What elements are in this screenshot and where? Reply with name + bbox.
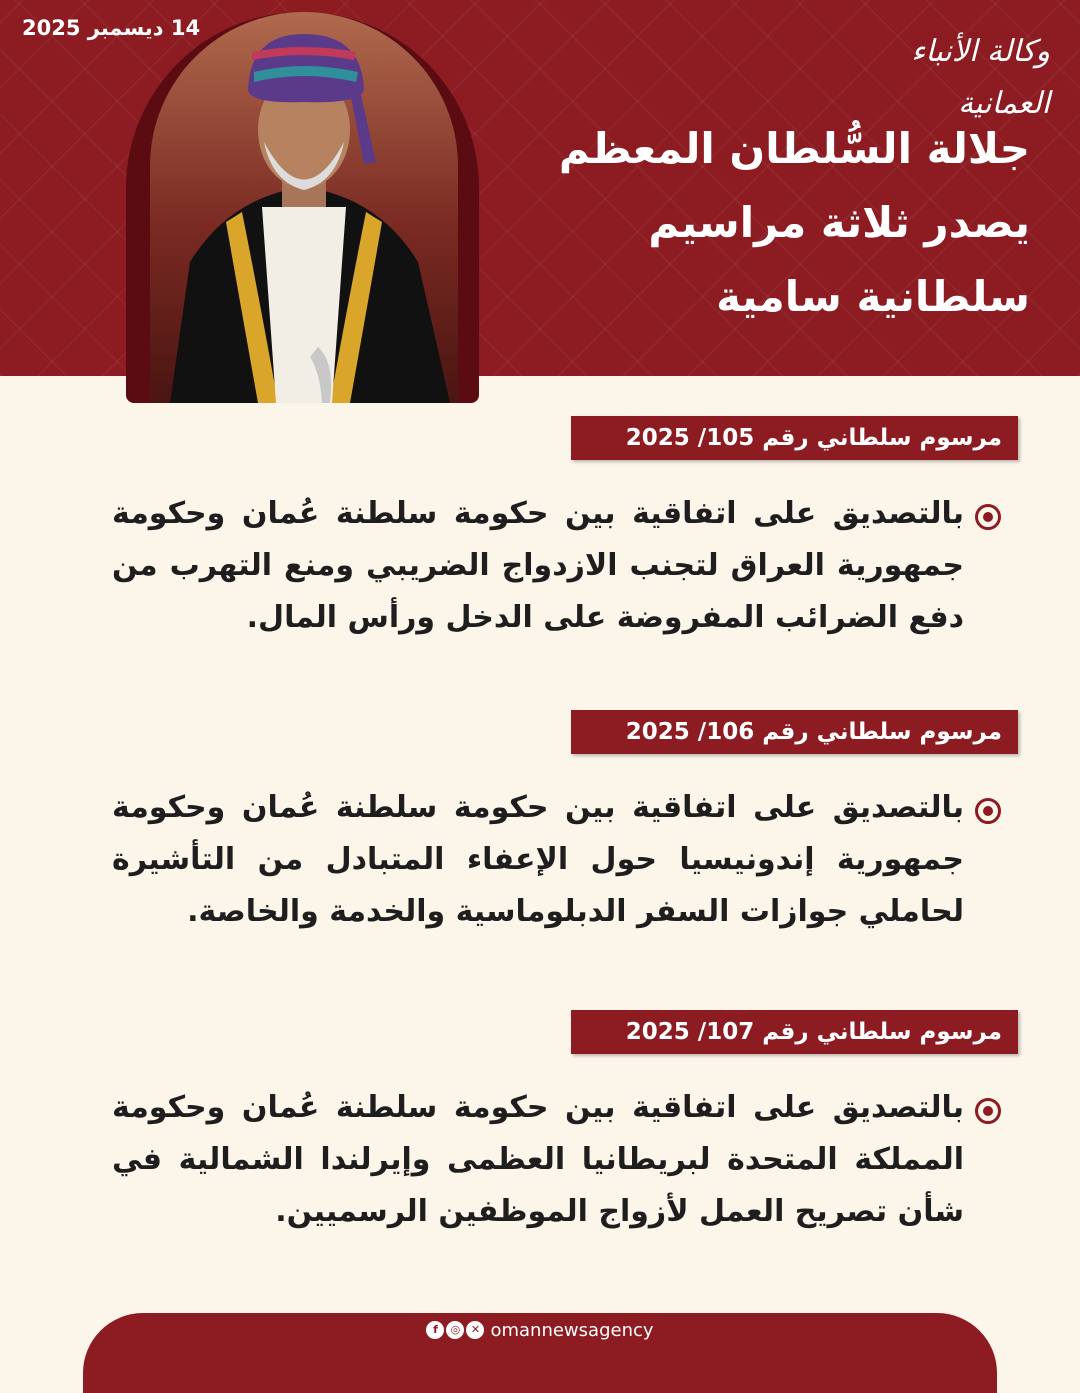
bullet-icon [975,1098,1001,1124]
decree-label-106: مرسوم سلطاني رقم 106/ 2025 [571,710,1018,754]
decree-text-105: بالتصديق على اتفاقية بين حكومة سلطنة عُمان وحكومة جمهورية العراق لتجنب الازدواج الضريبي ومنع التهرب من دفع الضرائب المفروضة على الدخل ورأس المال. [112,496,964,635]
headline-line-2: يصدر ثلاثة مراسيم [648,198,1030,247]
footer-bar [83,1313,997,1393]
sultan-portrait [150,12,458,403]
facebook-icon[interactable]: f [426,1321,444,1339]
bullet-icon [975,504,1001,530]
social-handle[interactable]: omannewsagency [490,1319,654,1341]
decree-text-106: بالتصديق على اتفاقية بين حكومة سلطنة عُمان وحكومة جمهورية إندونيسيا حول الإعفاء المتبادل من التأشيرة لحاملي جوازات السفر الدبلوماسية والخدمة والخاصة. [112,790,964,929]
bullet-icon [975,798,1001,824]
headline-line-1: جلالة السُّلطان المعظم [558,124,1030,173]
instagram-icon[interactable]: ◎ [446,1321,464,1339]
decree-label-105: مرسوم سلطاني رقم 105/ 2025 [571,416,1018,460]
headline-line-3: سلطانية سامية [716,272,1030,321]
decree-label-107: مرسوم سلطاني رقم 107/ 2025 [571,1010,1018,1054]
footer-social-row [83,1319,997,1341]
headline [470,112,1030,334]
x-icon[interactable]: ✕ [466,1321,484,1339]
date-label: 14 ديسمبر 2025 [22,16,201,40]
agency-logo: وكالة الأنباء العمانية [911,34,1050,121]
decree-text-107: بالتصديق على اتفاقية بين حكومة سلطنة عُمان وحكومة المملكة المتحدة لبريطانيا العظمى وإيرلندا الشمالية في شأن تصريح العمل لأزواج الموظفين الرسميين. [112,1090,964,1229]
